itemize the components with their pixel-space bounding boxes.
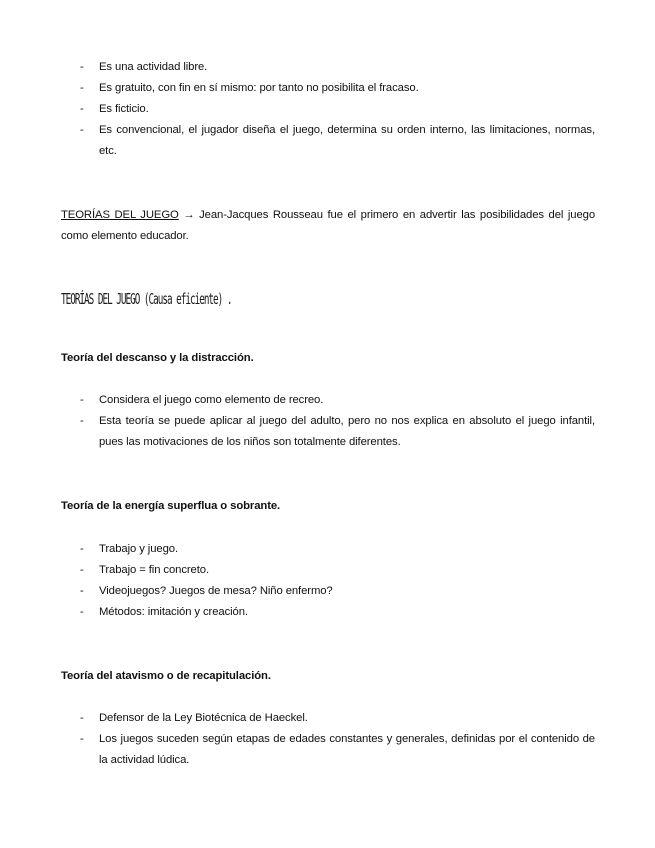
teorias-intro-paragraph [61, 205, 595, 247]
handwritten-title: TEORÍAS DEL JUEGO (Causa eficiente) . [61, 290, 232, 308]
list-item: - Trabajo = fin concreto. [81, 560, 595, 581]
list-item: - Es una actividad libre. [81, 57, 595, 78]
section-heading: Teoría del descanso y la distracción. [61, 352, 254, 364]
list-item: - Defensor de la Ley Biotécnica de Haeckel. [81, 708, 595, 729]
section-list [81, 390, 595, 453]
list-item: - Considera el juego como elemento de recreo. [81, 390, 595, 411]
section-list [81, 539, 595, 623]
teorias-text: Jean-Jacques Rousseau fue el primero en advertir las posibilidades del juego como elemento educador. [61, 209, 596, 242]
section-heading: Teoría de la energía superflua o sobrante. [61, 500, 281, 512]
section-heading: Teoría del atavismo o de recapitulación. [61, 670, 271, 682]
list-item: - Es ficticio. [81, 99, 595, 120]
list-item: - Los juegos suceden según etapas de edades constantes y generales, definidas por el contenido de la actividad lúdica. [81, 729, 595, 771]
list-item: - Videojuegos? Juegos de mesa? Niño enfermo? [81, 581, 595, 602]
arrow-glyph: → [183, 209, 195, 221]
list-item: - Trabajo y juego. [81, 539, 595, 560]
list-item: - Esta teoría se puede aplicar al juego del adulto, pero no nos explica en absoluto el juego infantil, pues las motivaciones de los niños son totalmente diferentes. [81, 411, 595, 453]
characteristics-list [81, 57, 595, 162]
section-list [81, 708, 595, 771]
list-item: - Es convencional, el jugador diseña el juego, determina su orden interno, las limitaciones, normas, etc. [81, 120, 595, 162]
teorias-label: TEORÍAS DEL JUEGO [61, 209, 179, 221]
list-item: - Es gratuito, con fin en sí mismo: por tanto no posibilita el fracaso. [81, 78, 595, 99]
list-item: - Métodos: imitación y creación. [81, 602, 595, 623]
